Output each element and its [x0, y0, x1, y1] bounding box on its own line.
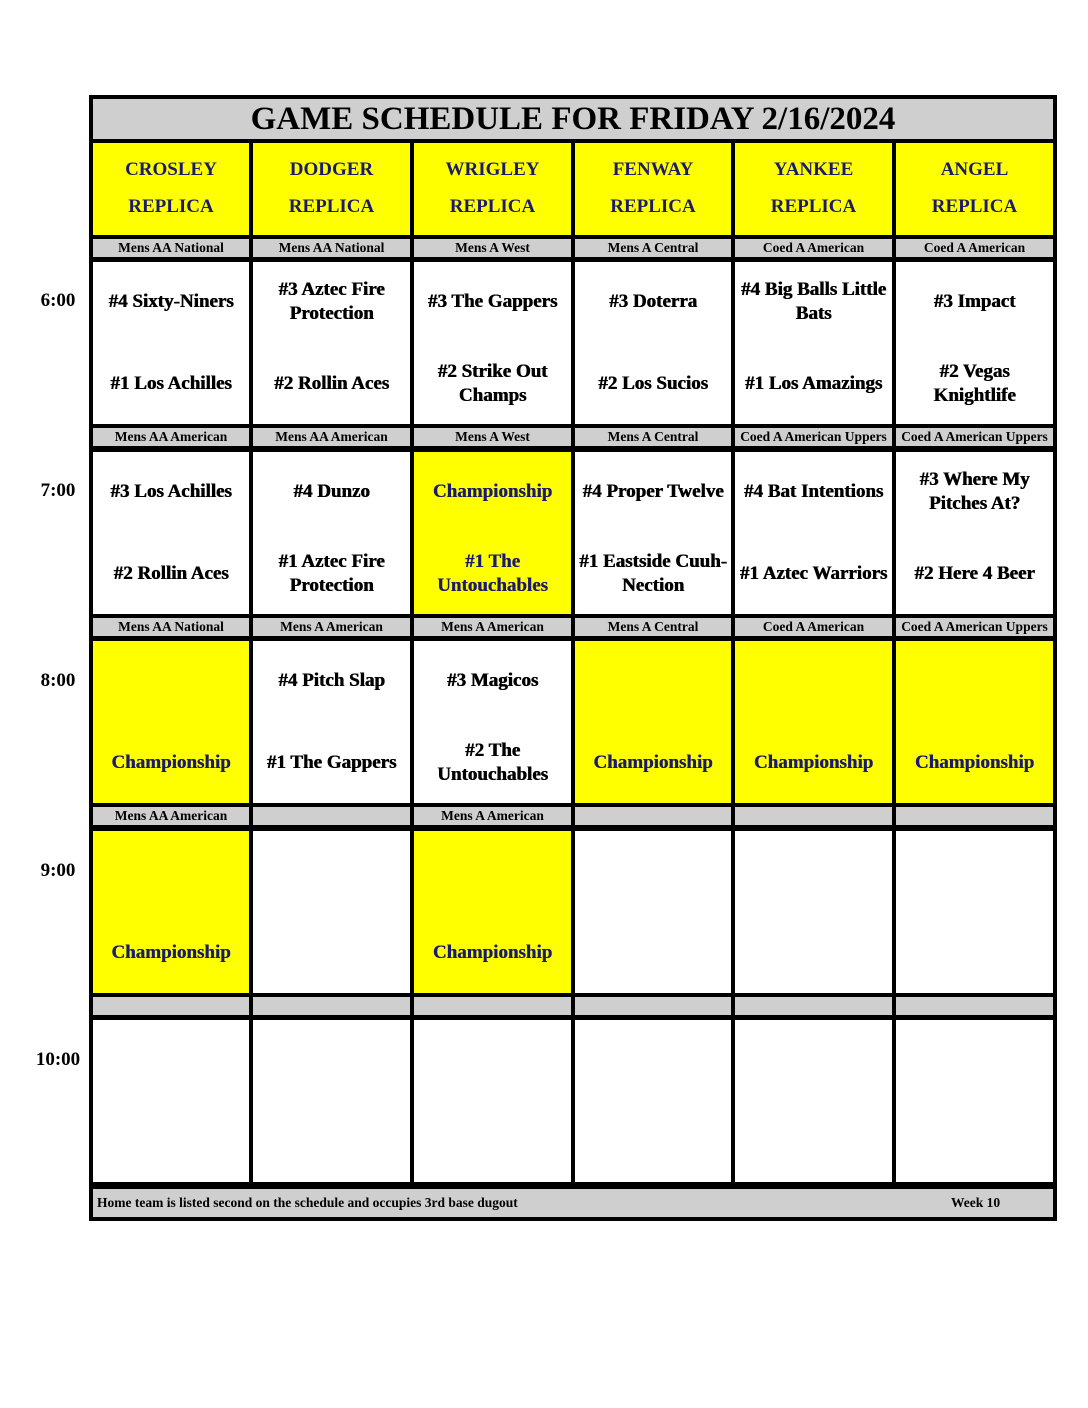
field-name: CROSLEY: [125, 158, 217, 180]
division-label: Mens AA American: [93, 428, 249, 446]
home-team: [971, 1112, 979, 1172]
home-team: [328, 1112, 336, 1172]
division-label: Mens A West: [414, 428, 571, 446]
home-team: Championship: [432, 942, 553, 963]
division-label: Coed A American: [735, 239, 892, 257]
away-team: [489, 841, 497, 901]
division-label: Mens AA American: [93, 807, 249, 825]
away-team: #4 Pitch Slap: [278, 670, 385, 691]
field-name: YANKEE: [773, 158, 854, 180]
away-team: #3 Doterra: [608, 291, 698, 312]
game-cell: [896, 1020, 1053, 1182]
home-team: [649, 923, 657, 983]
game-cell: [414, 831, 571, 993]
home-team: #1 Aztec Fire Protection: [278, 551, 385, 596]
game-cell: [414, 641, 571, 803]
away-team: [489, 1030, 497, 1090]
home-team: #2 Vegas Knightlife: [933, 361, 1016, 406]
home-team: #2 Here 4 Beer: [914, 563, 1035, 584]
game-cell: [253, 1020, 410, 1182]
field-name: DODGER: [289, 158, 374, 180]
away-team: [971, 1030, 979, 1090]
week-label: Week 10: [951, 1195, 1001, 1210]
game-cell: [93, 831, 249, 993]
division-label: [896, 807, 1053, 825]
home-team: [649, 1112, 657, 1172]
division-label: Mens AA American: [253, 428, 410, 446]
time-label: 10:00: [35, 1049, 81, 1070]
game-cell: [414, 262, 571, 424]
field-name: FENWAY: [612, 158, 694, 180]
home-team: #1 Los Amazings: [744, 373, 883, 394]
home-team: #2 Los Sucios: [598, 373, 708, 394]
field-name: WRIGLEY: [445, 158, 540, 180]
game-cell: [253, 641, 410, 803]
game-cell: [735, 452, 892, 614]
division-label: Mens AA National: [253, 239, 410, 257]
game-cell: [735, 831, 892, 993]
field-subtitle: REPLICA: [770, 195, 857, 217]
field-header-crosley: [93, 143, 249, 235]
division-label: Mens A American: [414, 618, 571, 636]
field-header-dodger: [253, 143, 410, 235]
field-name: ANGEL: [940, 158, 1009, 180]
home-team: Championship: [111, 752, 231, 773]
home-team: [489, 1112, 497, 1172]
time-label: 9:00: [40, 860, 76, 881]
away-team: [167, 1030, 175, 1090]
away-team: [328, 1030, 336, 1090]
field-header-fenway: [575, 143, 731, 235]
home-team: [971, 923, 979, 983]
game-cell: [414, 452, 571, 614]
field-subtitle: REPLICA: [449, 195, 536, 217]
home-team: #1 Los Achilles: [110, 373, 232, 394]
game-cell: [253, 452, 410, 614]
game-cell: [896, 641, 1053, 803]
away-team: [971, 651, 979, 711]
away-team: [810, 841, 818, 901]
away-team: #4 Sixty-Niners: [108, 291, 234, 312]
field-subtitle: REPLICA: [288, 195, 375, 217]
division-label: [575, 997, 731, 1015]
home-team: #2 Rollin Aces: [273, 373, 390, 394]
division-label: Mens A West: [414, 239, 571, 257]
division-label: [253, 807, 410, 825]
game-cell: [575, 452, 731, 614]
game-cell: [575, 831, 731, 993]
game-cell: [414, 1020, 571, 1182]
division-label: [735, 997, 892, 1015]
away-team: [971, 841, 979, 901]
division-label: [896, 997, 1053, 1015]
game-cell: [575, 262, 731, 424]
away-team: [649, 651, 657, 711]
game-cell: [253, 262, 410, 424]
game-cell: [93, 1020, 249, 1182]
schedule-title: GAME SCHEDULE FOR FRIDAY 2/16/2024: [93, 99, 1053, 139]
game-cell: [896, 262, 1053, 424]
away-team: [167, 651, 175, 711]
home-team: Championship: [753, 752, 874, 773]
division-label: Coed A American: [896, 239, 1053, 257]
away-team: [810, 1030, 818, 1090]
away-team: [167, 841, 175, 901]
game-cell: [896, 831, 1053, 993]
field-header-wrigley: [414, 143, 571, 235]
home-team: #1 Aztec Warriors: [739, 563, 888, 584]
division-label: [735, 807, 892, 825]
away-team: Championship: [432, 481, 553, 502]
game-cell: [735, 1020, 892, 1182]
away-team: #4 Bat Intentions: [743, 481, 884, 502]
away-team: [649, 1030, 657, 1090]
away-team: #3 Los Achilles: [110, 481, 232, 502]
home-team: [810, 1112, 818, 1172]
time-label: 8:00: [40, 670, 76, 691]
field-subtitle: REPLICA: [931, 195, 1018, 217]
game-cell: [575, 1020, 731, 1182]
division-label: Coed A American: [735, 618, 892, 636]
away-team: #3 The Gappers: [427, 291, 558, 312]
division-label: Mens A American: [414, 807, 571, 825]
game-cell: [93, 452, 249, 614]
time-label: 6:00: [40, 290, 76, 311]
division-label: Mens AA National: [93, 239, 249, 257]
field-header-yankee: [735, 143, 892, 235]
game-cell: [93, 641, 249, 803]
home-team: [810, 923, 818, 983]
division-label: Coed A American Uppers: [896, 428, 1053, 446]
home-team: [167, 1112, 175, 1172]
division-label: [253, 997, 410, 1015]
home-team: Championship: [111, 942, 231, 963]
division-label: Mens A Central: [575, 428, 731, 446]
schedule-footer: [93, 1189, 1053, 1217]
schedule-table: [89, 95, 1057, 1221]
away-team: #4 Proper Twelve: [582, 481, 724, 502]
home-team: Championship: [914, 752, 1035, 773]
division-label: Coed A American Uppers: [735, 428, 892, 446]
division-label: Mens A Central: [575, 618, 731, 636]
division-label: Coed A American Uppers: [896, 618, 1053, 636]
game-cell: [735, 262, 892, 424]
game-cell: [253, 831, 410, 993]
field-header-angel: [896, 143, 1053, 235]
away-team: [328, 841, 336, 901]
away-team: [649, 841, 657, 901]
away-team: [810, 651, 818, 711]
division-label: [414, 997, 571, 1015]
division-label: [93, 997, 249, 1015]
away-team: #3 Where My Pitches At?: [919, 469, 1030, 514]
away-team: #3 Magicos: [446, 670, 539, 691]
home-team-note: Home team is listed second on the schedule and occupies 3rd base dugout: [97, 1195, 518, 1210]
home-team: #1 The Gappers: [266, 752, 397, 773]
game-cell: [575, 641, 731, 803]
field-subtitle: REPLICA: [610, 195, 696, 217]
home-team: #1 The Untouchables: [437, 551, 548, 596]
game-cell: [735, 641, 892, 803]
home-team: #2 Rollin Aces: [113, 563, 229, 584]
game-cell: [93, 262, 249, 424]
division-label: [575, 807, 731, 825]
field-subtitle: REPLICA: [128, 195, 214, 217]
time-label: 7:00: [40, 480, 76, 501]
home-team: [328, 923, 336, 983]
away-team: #4 Big Balls Little Bats: [740, 279, 887, 324]
home-team: #1 Eastside Cuuh-Nection: [579, 551, 727, 596]
division-label: Mens A American: [253, 618, 410, 636]
division-label: Mens A Central: [575, 239, 731, 257]
game-cell: [896, 452, 1053, 614]
away-team: #3 Aztec Fire Protection: [278, 279, 385, 324]
home-team: Championship: [593, 752, 713, 773]
home-team: #2 Strike Out Champs: [437, 361, 548, 406]
home-team: #2 The Untouchables: [437, 740, 548, 785]
away-team: #4 Dunzo: [293, 481, 370, 502]
division-label: Mens AA National: [93, 618, 249, 636]
away-team: #3 Impact: [933, 291, 1016, 312]
